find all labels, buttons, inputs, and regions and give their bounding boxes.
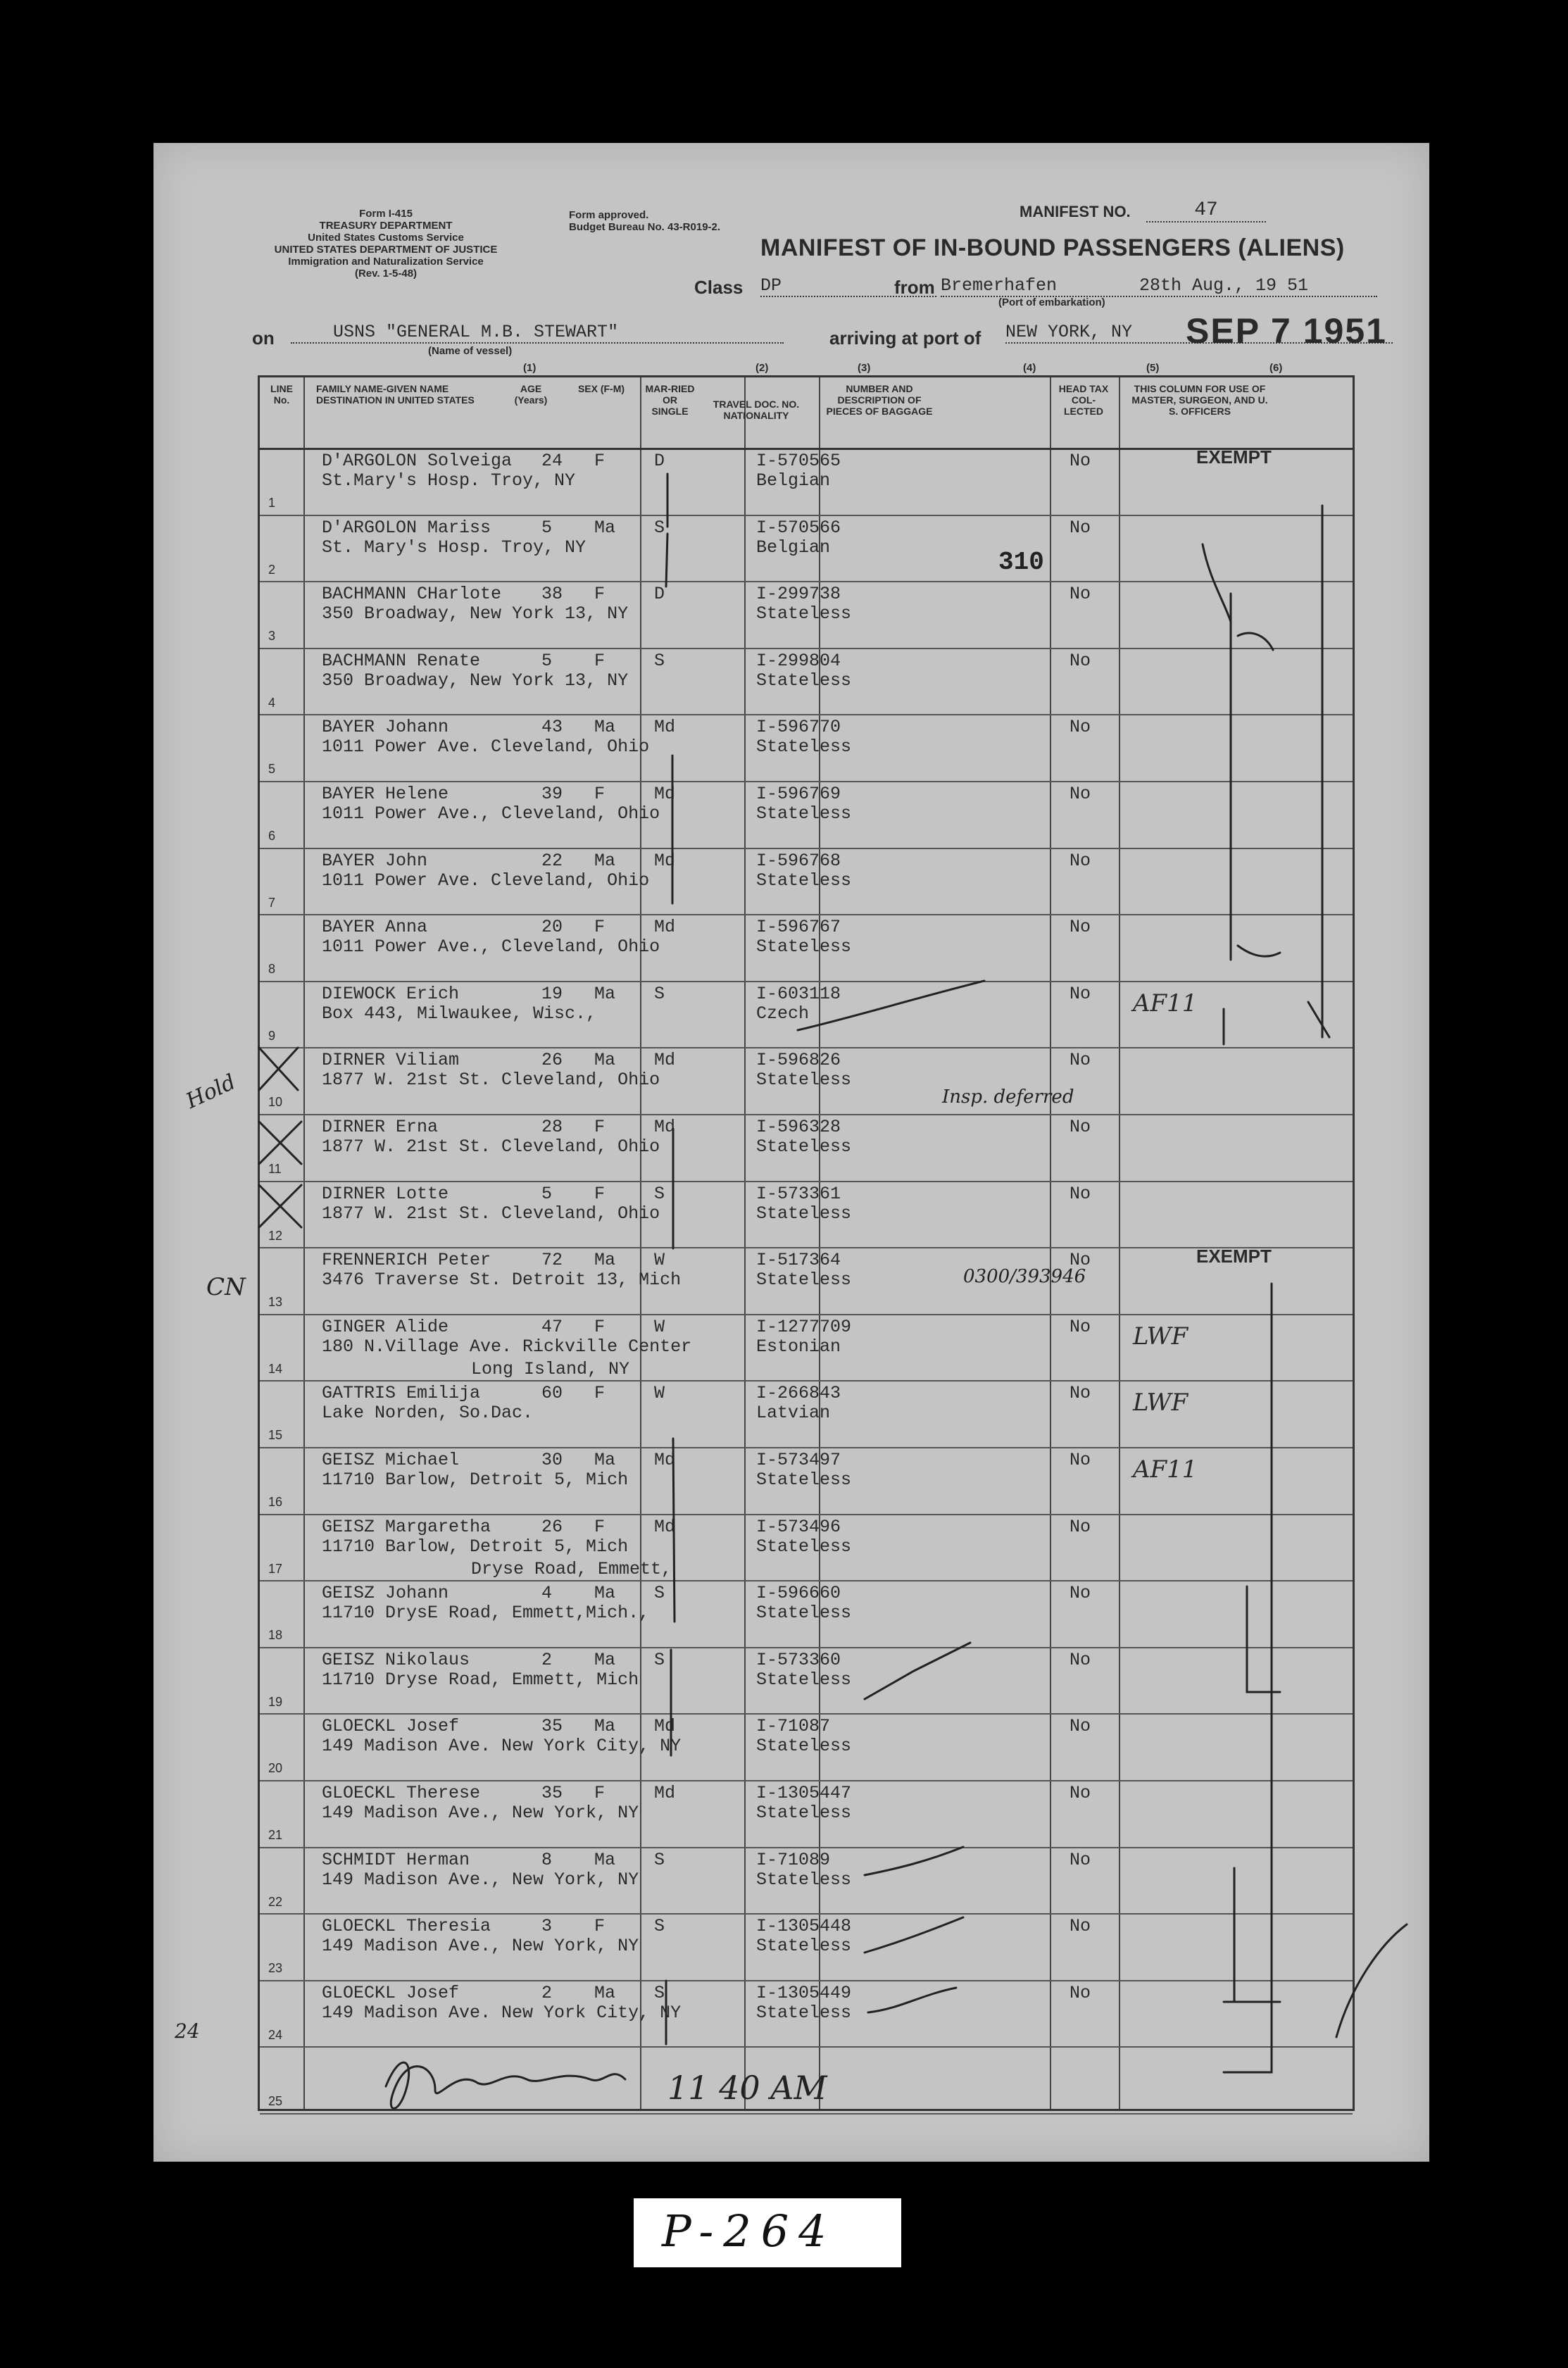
passenger-name: DIRNER Erna (322, 1117, 439, 1137)
travel-doc: I-596660 (756, 1583, 841, 1604)
head-tax: No (1070, 1050, 1091, 1071)
handwritten-code: 0300/393946 (963, 1266, 1086, 1287)
passenger-sex: Ma (594, 1250, 616, 1271)
head-tax: No (1070, 1649, 1091, 1670)
travel-doc: I-596769 (756, 784, 841, 804)
travel-doc: I-596328 (756, 1117, 841, 1137)
passenger-name: D'ARGOLON Mariss (322, 517, 491, 538)
cn-note: CN (206, 1273, 246, 1301)
passenger-sex: Ma (594, 1649, 616, 1670)
line-number: 3 (268, 629, 276, 644)
passenger-name: GEISZ Michael (322, 1450, 460, 1470)
col-header-married: MAR-RIED OR SINGLE (645, 383, 695, 417)
passenger-destination: 11710 Dryse Road, Emmett, Mich (322, 1669, 639, 1690)
passenger-destination: 1877 W. 21st St. Cleveland, Ohio (322, 1203, 660, 1224)
line-number: 22 (268, 1894, 283, 1909)
line-number: 14 (268, 1361, 283, 1376)
passenger-sex: F (594, 917, 606, 938)
passenger-sex: F (594, 584, 606, 605)
marital-status: S (654, 517, 665, 538)
travel-doc: I-1305447 (756, 1783, 852, 1803)
passenger-name: BAYER Anna (322, 917, 428, 938)
passenger-age: 60 (541, 1383, 563, 1404)
manifest-page (153, 143, 1429, 2162)
passenger-age: 43 (541, 717, 563, 738)
passenger-destination: 149 Madison Ave. New York City, NY (322, 2002, 682, 2023)
nationality: Stateless (756, 1536, 852, 1557)
passenger-name: BACHMANN Renate (322, 650, 481, 671)
nationality: Stateless (756, 936, 852, 958)
signature-time: 11 40 AM (667, 2069, 827, 2107)
passenger-name: GLOECKL Josef (322, 1716, 460, 1737)
passenger-age: 30 (541, 1450, 563, 1470)
officer-note: LWF (1133, 1389, 1188, 1417)
passenger-destination: St. Mary's Hosp. Troy, NY (322, 537, 587, 558)
col-header-name: FAMILY NAME-GIVEN NAME DESTINATION IN UNITED STATES (316, 383, 475, 406)
col-header-travel: TRAVEL DOC. NO. NATIONALITY (713, 399, 800, 421)
passenger-destination: 1011 Power Ave., Cleveland, Ohio (322, 803, 660, 824)
head-tax: No (1070, 1583, 1091, 1604)
col-header-line: LINE No. (270, 383, 293, 406)
passenger-destination: 1011 Power Ave. Cleveland, Ohio (322, 870, 650, 891)
line-number: 4 (268, 695, 276, 710)
passenger-age: 26 (541, 1516, 563, 1537)
nationality: Belgian (756, 537, 831, 558)
passenger-destination: 1877 W. 21st St. Cleveland, Ohio (322, 1070, 660, 1091)
class-label: Class (694, 277, 744, 298)
col-number: (1) (523, 362, 537, 374)
marital-status: S (654, 1649, 665, 1670)
nationality: Stateless (756, 1270, 852, 1291)
manifest-no-value: 47 (1146, 199, 1266, 223)
head-tax: No (1070, 717, 1091, 738)
passenger-name: GEISZ Johann (322, 1583, 449, 1604)
head-tax: No (1070, 1383, 1091, 1404)
travel-doc: I-596768 (756, 850, 841, 871)
line-number: 24 (268, 2027, 283, 2042)
head-tax: No (1070, 1916, 1091, 1937)
nationality: Czech (756, 1003, 810, 1024)
passenger-name: DIRNER Lotte (322, 1183, 449, 1204)
head-tax: No (1070, 1982, 1091, 2003)
passenger-sex: F (594, 784, 606, 804)
vessel-name: USNS "GENERAL M.B. STEWART" (291, 322, 784, 344)
head-tax: No (1070, 850, 1091, 871)
nationality: Stateless (756, 1669, 852, 1690)
passenger-destination: 1011 Power Ave., Cleveland, Ohio (322, 936, 660, 958)
travel-doc: I-570565 (756, 451, 841, 471)
passenger-destination: 350 Broadway, New York 13, NY (322, 603, 629, 625)
passenger-age: 26 (541, 1050, 563, 1071)
marital-status: Md (654, 1117, 676, 1137)
officer-note: AF11 (1133, 1455, 1198, 1484)
class-value: DP (760, 275, 936, 297)
line-number: 21 (268, 1828, 283, 1842)
footer-label: P-264 (634, 2198, 901, 2267)
passenger-sex: F (594, 1383, 606, 1404)
passenger-age: 35 (541, 1716, 563, 1737)
marital-status: Md (654, 1783, 676, 1803)
on-label: on (252, 327, 275, 349)
travel-doc: I-71087 (756, 1716, 831, 1737)
passenger-age: 38 (541, 584, 563, 605)
head-tax: No (1070, 1849, 1091, 1870)
marital-status: S (654, 1183, 665, 1204)
passenger-sex: Ma (594, 1450, 616, 1470)
passenger-age: 3 (541, 1916, 553, 1937)
passenger-name: GEISZ Nikolaus (322, 1649, 470, 1670)
passenger-name: BAYER Helene (322, 784, 449, 804)
officer-note: AF11 (1133, 989, 1198, 1017)
passenger-sex: Ma (594, 1716, 616, 1737)
passenger-destination: 180 N.Village Ave. Rickville Center (322, 1336, 692, 1357)
head-tax: No (1070, 1183, 1091, 1204)
nationality: Stateless (756, 1803, 852, 1823)
passenger-sex: Ma (594, 1050, 616, 1071)
from-label: from (894, 277, 935, 298)
marital-status: S (654, 650, 665, 671)
travel-doc: I-1277709 (756, 1316, 852, 1337)
passenger-age: 2 (541, 1982, 553, 2003)
passenger-age: 35 (541, 1783, 563, 1803)
passenger-destination: 11710 Barlow, Detroit 5, Mich (322, 1470, 629, 1490)
passenger-sex: Ma (594, 517, 616, 538)
travel-doc: I-1305449 (756, 1982, 852, 2003)
passenger-destination: 149 Madison Ave., New York, NY (322, 1803, 639, 1823)
line-number: 13 (268, 1295, 283, 1310)
line-number: 25 (268, 2094, 283, 2109)
head-tax: No (1070, 784, 1091, 804)
marital-status: Md (654, 717, 676, 738)
vessel-caption: (Name of vessel) (428, 345, 513, 357)
officer-note: LWF (1133, 1322, 1188, 1351)
nationality: Stateless (756, 803, 852, 824)
margin-note: 24 (175, 2019, 200, 2043)
line-number: 9 (268, 1028, 276, 1043)
line-number: 20 (268, 1761, 283, 1776)
marital-status: D (654, 584, 665, 605)
col-number: (2) (755, 362, 769, 374)
marital-status: Md (654, 1516, 676, 1537)
line-number: 16 (268, 1495, 283, 1509)
passenger-name: GLOECKL Theresia (322, 1916, 491, 1937)
head-tax: No (1070, 451, 1091, 471)
head-tax: No (1070, 983, 1091, 1004)
line-number: 7 (268, 895, 276, 910)
head-tax: No (1070, 1716, 1091, 1737)
col-number: (3) (858, 362, 871, 374)
marital-status: S (654, 1916, 665, 1937)
head-tax: No (1070, 1516, 1091, 1537)
passenger-sex: F (594, 1916, 606, 1937)
travel-doc: I-1305448 (756, 1916, 852, 1937)
passenger-name: GEISZ Margaretha (322, 1516, 491, 1537)
marital-status: Md (654, 850, 676, 871)
passenger-name: GLOECKL Josef (322, 1982, 460, 2003)
inspection-note: Insp. deferred (942, 1086, 1074, 1108)
travel-doc: I-517364 (756, 1250, 841, 1271)
line-number: 8 (268, 962, 276, 977)
nationality: Stateless (756, 1470, 852, 1490)
passenger-age: 5 (541, 517, 553, 538)
passenger-name: SCHMIDT Herman (322, 1849, 470, 1870)
passenger-destination: 149 Madison Ave., New York, NY (322, 1936, 639, 1957)
passenger-name: BACHMANN CHarlote (322, 584, 502, 605)
col-header-sex: SEX (F-M) (577, 383, 625, 394)
passenger-destination: 1011 Power Ave. Cleveland, Ohio (322, 737, 650, 758)
passenger-sex: Ma (594, 1583, 616, 1604)
col-header-age: AGE (Years) (514, 383, 548, 406)
line-number: 19 (268, 1694, 283, 1709)
passenger-name: BAYER Johann (322, 717, 449, 738)
nationality: Stateless (756, 670, 852, 691)
head-tax: No (1070, 650, 1091, 671)
nationality: Stateless (756, 1736, 852, 1757)
manifest-no-label: MANIFEST NO. (1020, 203, 1131, 220)
passenger-age: 20 (541, 917, 563, 938)
travel-doc: I-299738 (756, 584, 841, 605)
passenger-sex: Ma (594, 1982, 616, 2003)
col-header-baggage: NUMBER AND DESCRIPTION OF PIECES OF BAGGAGE (826, 383, 933, 417)
travel-doc: I-596770 (756, 717, 841, 738)
travel-doc: I-299804 (756, 650, 841, 671)
nationality: Stateless (756, 870, 852, 891)
travel-doc: I-266843 (756, 1383, 841, 1404)
passenger-destination: Lake Norden, So.Dac. (322, 1403, 534, 1424)
head-tax: No (1070, 917, 1091, 938)
col-header-officers: THIS COLUMN FOR USE OF MASTER, SURGEON, AND U. S. OFFICERS (1131, 383, 1268, 417)
travel-doc: I-596767 (756, 917, 841, 938)
travel-doc: I-71089 (756, 1849, 831, 1870)
marital-status: Md (654, 917, 676, 938)
passenger-name: GLOECKL Therese (322, 1783, 481, 1803)
passenger-age: 2 (541, 1649, 553, 1670)
arrival-port: NEW YORK, NY (1005, 322, 1393, 344)
nationality: Belgian (756, 470, 831, 491)
passenger-name: BAYER John (322, 850, 428, 871)
passenger-age: 8 (541, 1849, 553, 1870)
passenger-destination: 1877 W. 21st St. Cleveland, Ohio (322, 1136, 660, 1157)
marital-status: Md (654, 1050, 676, 1071)
handwriting-marks (153, 143, 1429, 2162)
head-tax: No (1070, 1117, 1091, 1137)
passenger-sex: Ma (594, 850, 616, 871)
nationality: Latvian (756, 1403, 831, 1424)
head-tax: No (1070, 1783, 1091, 1803)
baggage-number: 310 (998, 548, 1044, 577)
passenger-destination: 11710 DrysE Road, Emmett,Mich., (322, 1603, 650, 1624)
manifest-title: MANIFEST OF IN-BOUND PASSENGERS (ALIENS) (760, 234, 1345, 261)
nationality: Stateless (756, 2002, 852, 2023)
line-number: 1 (268, 496, 276, 510)
travel-doc: I-573497 (756, 1450, 841, 1470)
marital-status: Md (654, 784, 676, 804)
travel-doc: I-596826 (756, 1050, 841, 1071)
nationality: Stateless (756, 1203, 852, 1224)
passenger-sex: F (594, 451, 606, 471)
line-number: 17 (268, 1561, 283, 1576)
port-caption: (Port of embarkation) (998, 296, 1105, 308)
passenger-age: 39 (541, 784, 563, 804)
passenger-age: 19 (541, 983, 563, 1004)
line-number: 5 (268, 762, 276, 777)
nationality: Stateless (756, 603, 852, 625)
passenger-sex: F (594, 650, 606, 671)
head-tax: No (1070, 517, 1091, 538)
passenger-name: DIRNER Viliam (322, 1050, 460, 1071)
from-value: Bremerhafen (941, 275, 1377, 297)
passenger-age: 72 (541, 1250, 563, 1271)
col-number: (5) (1146, 362, 1160, 374)
passenger-sex: F (594, 1516, 606, 1537)
passenger-age: 28 (541, 1117, 563, 1137)
passenger-sex: F (594, 1183, 606, 1204)
hold-note: Hold (182, 1070, 240, 1114)
marital-status: S (654, 1849, 665, 1870)
marital-status: S (654, 1583, 665, 1604)
passenger-name: DIEWOCK Erich (322, 983, 460, 1004)
col-header-headtax: HEAD TAX COL-LECTED (1058, 383, 1109, 417)
passenger-destination: 350 Broadway, New York 13, NY (322, 670, 629, 691)
arrival-stamp: SEP 7 1951 (1186, 311, 1387, 351)
col-number: (6) (1269, 362, 1283, 374)
line-number: 6 (268, 829, 276, 843)
passenger-age: 4 (541, 1583, 553, 1604)
form-approval: Form approved. Budget Bureau No. 43-R019-2. (569, 209, 721, 233)
head-tax: No (1070, 1450, 1091, 1470)
passenger-destination: 149 Madison Ave. New York City, NY (322, 1736, 682, 1757)
passenger-age: 5 (541, 1183, 553, 1204)
head-tax: No (1070, 1250, 1091, 1271)
line-number: 12 (268, 1228, 283, 1243)
line-number: 23 (268, 1961, 283, 1976)
passenger-destination-2: Dryse Road, Emmett, (471, 1558, 672, 1579)
head-tax: No (1070, 1316, 1091, 1337)
passenger-name: D'ARGOLON Solveiga (322, 451, 513, 471)
marital-status: Md (654, 1716, 676, 1737)
line-number: 10 (268, 1095, 283, 1110)
nationality: Estonian (756, 1336, 841, 1357)
passenger-destination: Box 443, Milwaukee, Wisc., (322, 1003, 597, 1024)
nationality: Stateless (756, 1869, 852, 1890)
passenger-age: 22 (541, 850, 563, 871)
passenger-sex: F (594, 1117, 606, 1137)
passenger-age: 47 (541, 1316, 563, 1337)
marital-status: W (654, 1316, 665, 1337)
nationality: Stateless (756, 1070, 852, 1091)
passenger-sex: Ma (594, 983, 616, 1004)
line-number: 2 (268, 562, 276, 577)
line-number: 18 (268, 1628, 283, 1643)
arriving-label: arriving at port of (829, 327, 981, 349)
passenger-destination: 149 Madison Ave., New York, NY (322, 1869, 639, 1890)
travel-doc: I-570566 (756, 517, 841, 538)
line-number: 11 (268, 1162, 282, 1176)
officer-note: EXEMPT (1196, 1246, 1272, 1267)
travel-doc: I-573360 (756, 1649, 841, 1670)
form-info: Form I-415 TREASURY DEPARTMENT United States Customs Service UNITED STATES DEPARTMENT OF JUSTICE Immigration and Naturalization Service (Rev. 1-5-48) (274, 208, 498, 280)
travel-doc: I-573496 (756, 1516, 841, 1537)
passenger-name: GATTRIS Emilija (322, 1383, 481, 1404)
passenger-destination: 3476 Traverse St. Detroit 13, Mich (322, 1270, 682, 1291)
passenger-age: 24 (541, 451, 563, 471)
marital-status: D (654, 451, 665, 471)
col-number: (4) (1023, 362, 1036, 374)
marital-status: W (654, 1383, 665, 1404)
nationality: Stateless (756, 1603, 852, 1624)
marital-status: S (654, 983, 665, 1004)
date-value: 28th Aug., 19 51 (1139, 275, 1309, 296)
head-tax: No (1070, 584, 1091, 605)
passenger-age: 5 (541, 650, 553, 671)
passenger-sex: F (594, 1783, 606, 1803)
marital-status: W (654, 1250, 665, 1271)
nationality: Stateless (756, 1136, 852, 1157)
passenger-destination: St.Mary's Hosp. Troy, NY (322, 470, 576, 491)
travel-doc: I-573361 (756, 1183, 841, 1204)
passenger-name: FRENNERICH Peter (322, 1250, 491, 1271)
passenger-sex: F (594, 1316, 606, 1337)
marital-status: Md (654, 1450, 676, 1470)
nationality: Stateless (756, 737, 852, 758)
nationality: Stateless (756, 1936, 852, 1957)
passenger-sex: Ma (594, 717, 616, 738)
marital-status: S (654, 1982, 665, 2003)
travel-doc: I-603118 (756, 983, 841, 1004)
passenger-destination-2: Long Island, NY (471, 1358, 630, 1379)
officer-note: EXEMPT (1196, 446, 1272, 468)
passenger-destination: 11710 Barlow, Detroit 5, Mich (322, 1536, 629, 1557)
passenger-sex: Ma (594, 1849, 616, 1870)
passenger-name: GINGER Alide (322, 1316, 449, 1337)
line-number: 15 (268, 1428, 283, 1443)
